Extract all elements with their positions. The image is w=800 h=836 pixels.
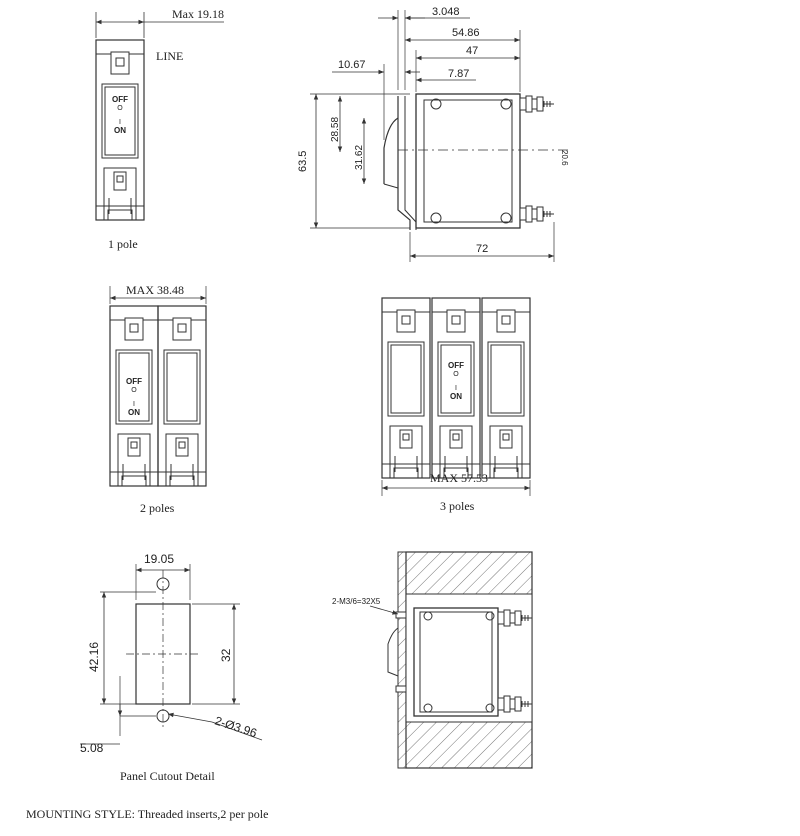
switch-on-label-3p: ON <box>450 392 462 401</box>
switch-on-label: ON <box>114 126 126 135</box>
dim-47: 47 <box>466 45 479 57</box>
dim-4216: 42.16 <box>87 641 101 672</box>
switch-on-label-2p: ON <box>128 408 140 417</box>
mounted-view <box>332 552 532 768</box>
caption-panel-cutout: Panel Cutout Detail <box>120 769 215 783</box>
switch-off-label-2p: OFF <box>126 377 142 386</box>
dim-2858: 28.58 <box>330 116 341 142</box>
one-pole-view <box>96 7 224 251</box>
dim-635: 63.5 <box>297 150 309 172</box>
svg-text:I: I <box>119 119 121 126</box>
switch-off-label-3p: OFF <box>448 361 464 370</box>
dim-hole: 2-Ø3.96 <box>213 713 259 741</box>
svg-text:I: I <box>455 385 457 392</box>
dim-max-3848: MAX 38.48 <box>126 283 185 297</box>
dim-508: 5.08 <box>80 741 104 755</box>
dim-1067: 10.67 <box>338 59 366 71</box>
caption-3-poles: 3 poles <box>440 499 475 513</box>
dim-1905: 19.05 <box>144 552 175 566</box>
caption-2-poles: 2 poles <box>140 501 175 515</box>
mounting-style-note: MOUNTING STYLE: Threaded inserts,2 per pole <box>26 807 269 821</box>
dim-max-5753: MAX 57.53 <box>430 471 489 485</box>
svg-text:O: O <box>453 371 459 378</box>
svg-text:O: O <box>131 387 137 394</box>
two-poles-view <box>110 283 206 515</box>
dim-3048: 3.048 <box>432 6 460 18</box>
svg-text:O: O <box>117 105 123 112</box>
switch-off-label: OFF <box>112 95 128 104</box>
dim-5486: 54.86 <box>452 27 480 39</box>
line-label: LINE <box>156 49 184 63</box>
dim-32: 32 <box>219 648 233 662</box>
dim-72: 72 <box>476 243 489 255</box>
panel-cutout-view <box>80 552 262 783</box>
three-poles-view <box>382 298 530 513</box>
svg-text:I: I <box>133 401 135 408</box>
dim-max-1918: Max 19.18 <box>172 7 224 21</box>
dim-right: 20.6 <box>560 150 569 166</box>
screw-label: 2-M3/6=32X5 <box>332 597 381 606</box>
side-view <box>297 6 570 262</box>
caption-1-pole: 1 pole <box>108 237 138 251</box>
dim-787: 7.87 <box>448 68 470 80</box>
dim-3162: 31.62 <box>354 144 365 170</box>
